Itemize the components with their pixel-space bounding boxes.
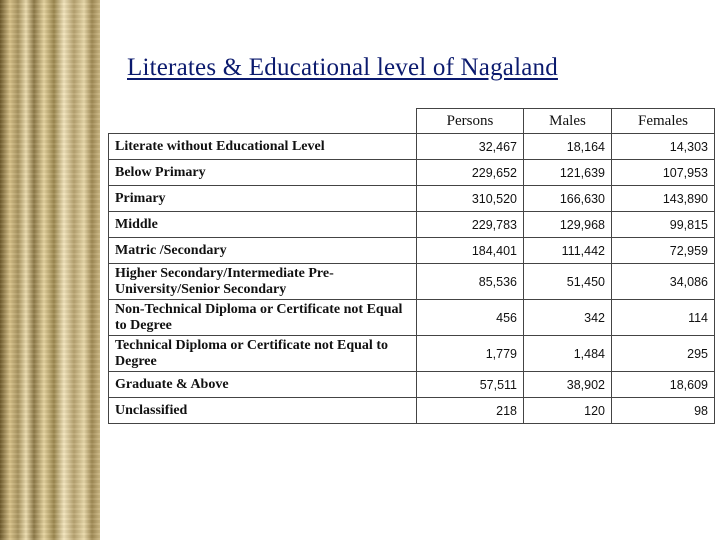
males-value: 129,968 xyxy=(524,212,612,238)
row-label: Literate without Educational Level xyxy=(109,134,417,160)
header-females: Females xyxy=(612,109,715,134)
table-row xyxy=(109,264,715,300)
row-label: Middle xyxy=(109,212,417,238)
females-value: 114 xyxy=(612,300,715,336)
row-label: Non-Technical Diploma or Certificate not Equal to Degree xyxy=(109,300,417,336)
females-value: 34,086 xyxy=(612,264,715,300)
females-value: 72,959 xyxy=(612,238,715,264)
persons-value: 310,520 xyxy=(417,186,524,212)
males-value: 18,164 xyxy=(524,134,612,160)
females-value: 143,890 xyxy=(612,186,715,212)
table-row xyxy=(109,398,715,424)
header-blank-cell xyxy=(109,109,417,134)
row-label: Technical Diploma or Certificate not Equal to Degree xyxy=(109,336,417,372)
males-value: 51,450 xyxy=(524,264,612,300)
males-value: 120 xyxy=(524,398,612,424)
females-value: 18,609 xyxy=(612,372,715,398)
education-table xyxy=(108,108,715,424)
table-row xyxy=(109,238,715,264)
table-row xyxy=(109,300,715,336)
persons-value: 229,783 xyxy=(417,212,524,238)
table-row xyxy=(109,160,715,186)
table-row xyxy=(109,212,715,238)
males-value: 111,442 xyxy=(524,238,612,264)
row-label: Unclassified xyxy=(109,398,417,424)
table-header-row xyxy=(109,109,715,134)
row-label: Matric /Secondary xyxy=(109,238,417,264)
persons-value: 85,536 xyxy=(417,264,524,300)
females-value: 14,303 xyxy=(612,134,715,160)
header-persons: Persons xyxy=(417,109,524,134)
table-row xyxy=(109,186,715,212)
persons-value: 218 xyxy=(417,398,524,424)
page-title: Literates & Educational level of Nagaland xyxy=(127,54,558,81)
persons-value: 57,511 xyxy=(417,372,524,398)
females-value: 295 xyxy=(612,336,715,372)
females-value: 99,815 xyxy=(612,212,715,238)
persons-value: 229,652 xyxy=(417,160,524,186)
row-label: Higher Secondary/Intermediate Pre-University/Senior Secondary xyxy=(109,264,417,300)
males-value: 166,630 xyxy=(524,186,612,212)
persons-value: 32,467 xyxy=(417,134,524,160)
table-row xyxy=(109,134,715,160)
decorative-side-band xyxy=(0,0,100,540)
header-males: Males xyxy=(524,109,612,134)
males-value: 38,902 xyxy=(524,372,612,398)
row-label: Primary xyxy=(109,186,417,212)
persons-value: 456 xyxy=(417,300,524,336)
persons-value: 1,779 xyxy=(417,336,524,372)
males-value: 121,639 xyxy=(524,160,612,186)
table-row xyxy=(109,336,715,372)
row-label: Below Primary xyxy=(109,160,417,186)
males-value: 1,484 xyxy=(524,336,612,372)
table-row xyxy=(109,372,715,398)
males-value: 342 xyxy=(524,300,612,336)
females-value: 107,953 xyxy=(612,160,715,186)
row-label: Graduate & Above xyxy=(109,372,417,398)
persons-value: 184,401 xyxy=(417,238,524,264)
females-value: 98 xyxy=(612,398,715,424)
